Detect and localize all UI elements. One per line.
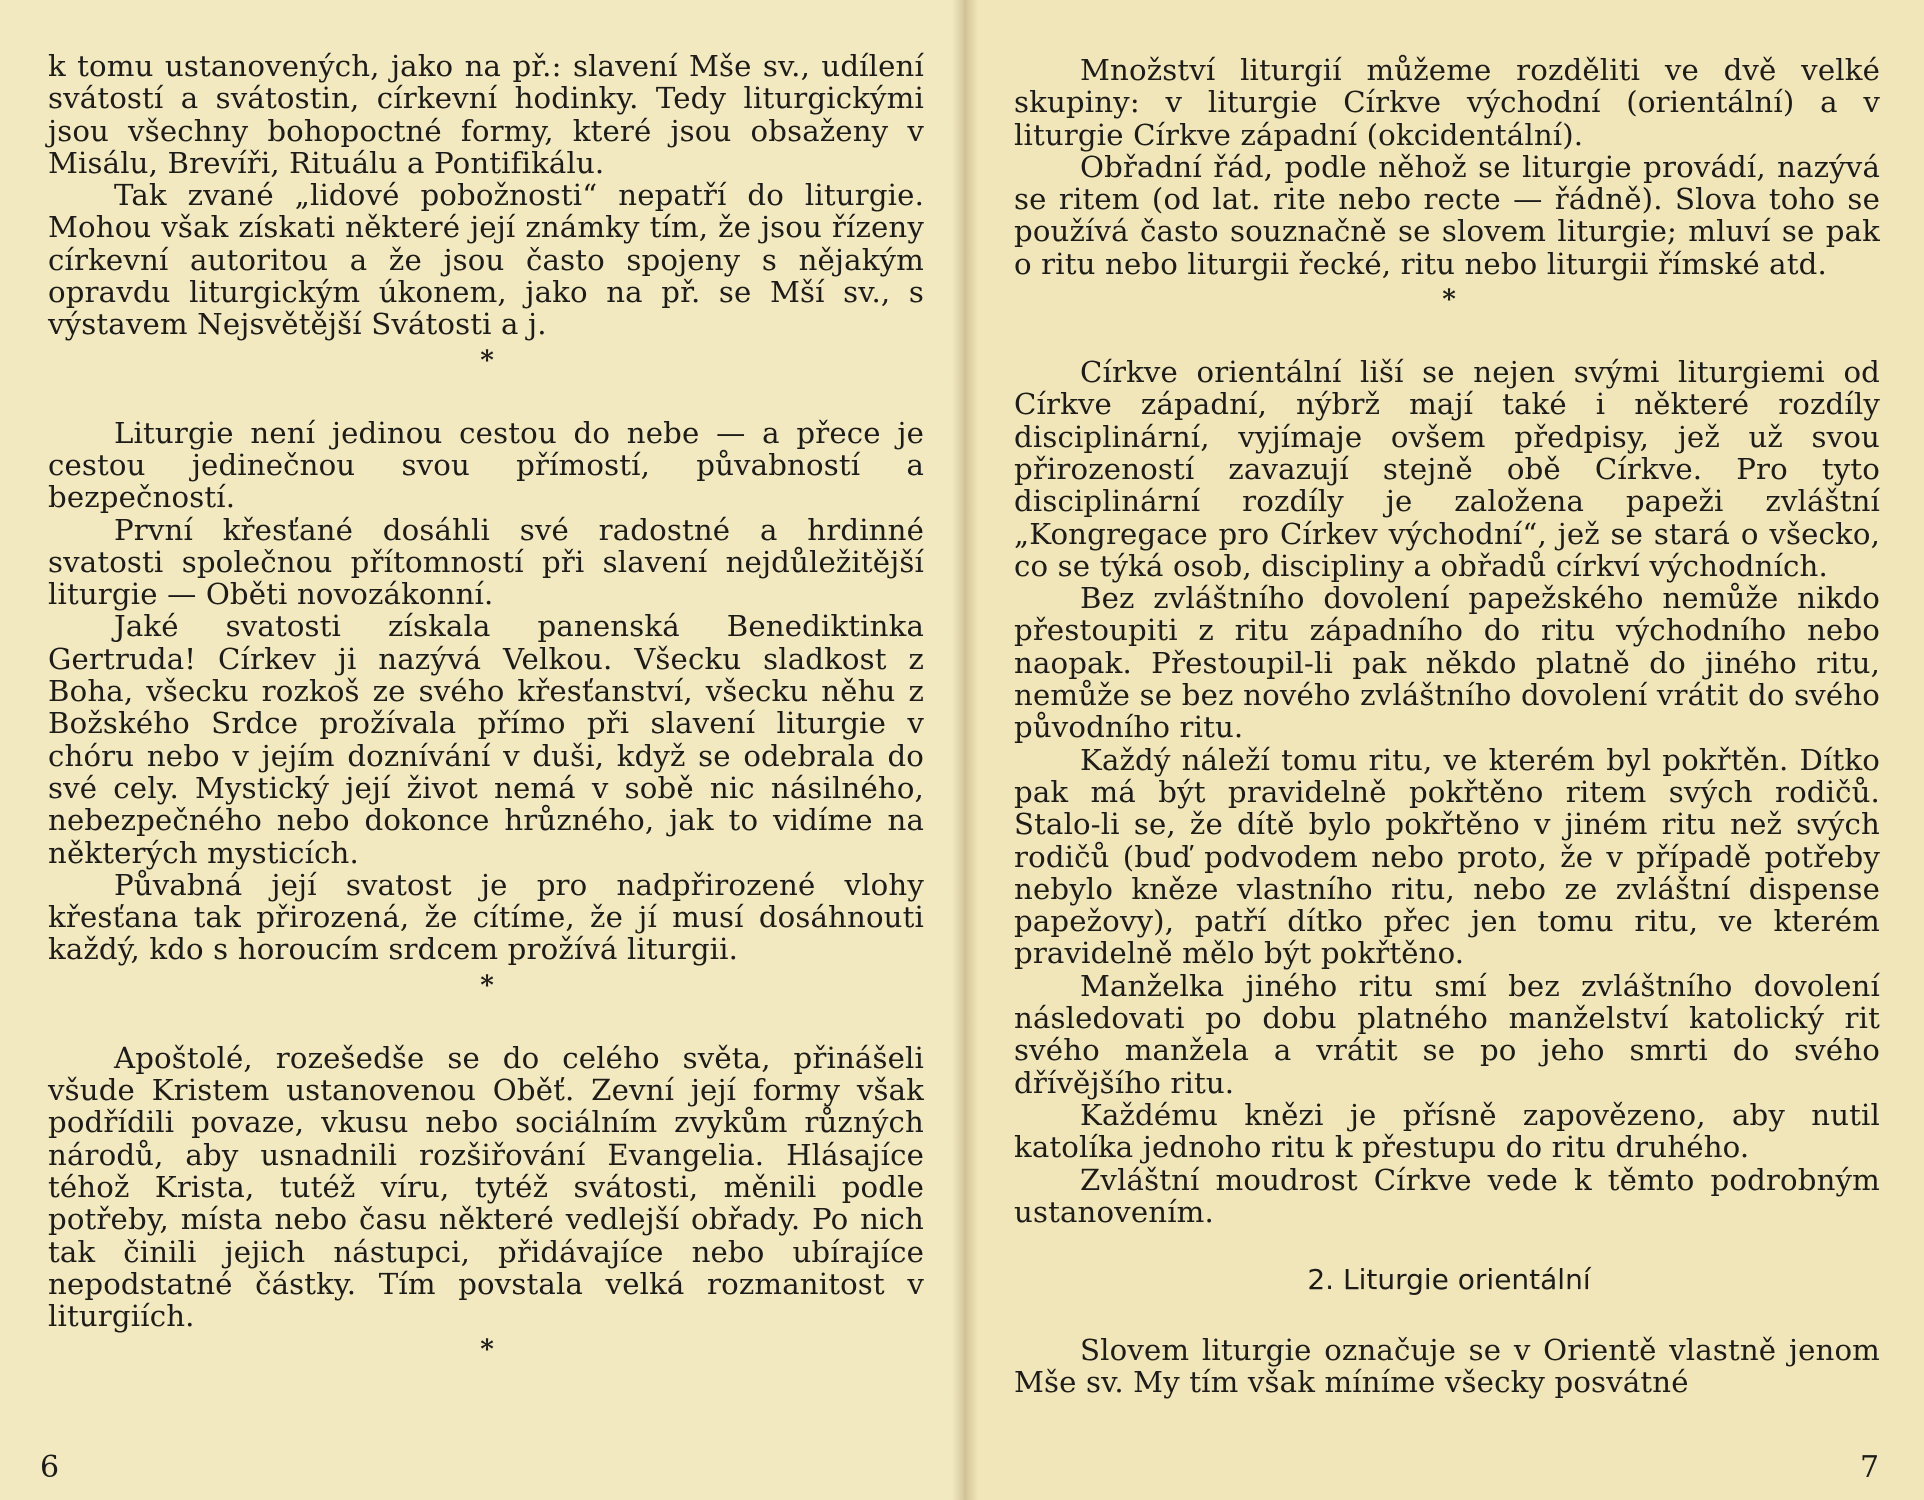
paragraph: Zvláštní moudrost Církve vede k těmto podrobným ustanovením. — [1014, 1162, 1880, 1229]
paragraph: Půvabná její svatost je pro nadpřirozené vlohy křesťana tak přirozená, že cítíme, že jí musí dosáhnouti každý, kdo s horoucím srdcem prožívá liturgii. — [48, 867, 924, 967]
paragraph: Bez zvláštního dovolení papežského nemůže nikdo přestoupiti z ritu západního do ritu východního nebo naopak. Přestoupil-li pak někdo platně do jiného ritu, nemůže se bez nového zvláštního dovolení vrátit do svého původního ritu. — [1014, 581, 1880, 745]
paragraph: k tomu ustanovených, jako na př.: slavení Mše sv., udílení svátostí a svátostin, církevní hodinky. Tedy liturgickými jsou všechny bohopoctné formy, které jsou obsaženy v Misálu, Brevíři, Rituálu a Pontifikálu. — [48, 49, 924, 180]
paragraph: Obřadní řád, podle něhož se liturgie provádí, nazývá se ritem (od lat. rite nebo recte — řádně). Slova toho se používá často souznačně se slovem liturgie; mluví se pak o ritu nebo liturgii řecké, ritu nebo liturgii římské atd. — [1014, 149, 1880, 281]
page-number: 7 — [1860, 1450, 1880, 1485]
paragraph: Církve orientální liší se nejen svými liturgiemi od Církve západní, nýbrž mají také i některé rozdíly disciplinární, vyjímaje ovšem předpisy, jež už svou přirozeností zavazují stejně obě Církve. Pro tyto disciplinární rozdíly je založena papeži zvláštní „Kongregace pro Církev východní“, jež se stará o všecko, co se týká osob, discipliny a obřadů církví východních. — [1014, 355, 1880, 583]
paragraph: Apoštolé, rozešedše se do celého světa, přinášeli všude Kristem ustanovenou Oběť. Zevní její formy však podřídili povaze, vkusu nebo sociálním zvykům různých národů, aby usnadnili rozšiřování Evangelia. Hlásajíce téhož Krista, tutéž víru, tytéž svátosti, měnili podle potřeby, místa nebo času některé vedlejší obřady. Po nich tak činili jejich nástupci, přidávajíce nebo ubírajíce nepodstatné částky. Tím povstala velká rozmanitost v liturgiích. — [48, 1040, 924, 1334]
section-separator: * — [480, 345, 494, 376]
paragraph: Jaké svatosti získala panenská Benediktinka Gertruda! Církev ji nazývá Velkou. Všecku sladkost z Boha, všecku rozkoš ze svého křesťanství, všecku něhu z Božského Srdce prožívala přímo při slavení liturgie v chóru nebo v jejím doznívání v duši, když se odebrala do své cely. Mystický její život nemá v sobě nic násilného, nebezpečného nebo dokonce hrůzného, jak to vidíme na některých mysticích. — [48, 609, 924, 870]
paragraph: Tak zvané „lidové pobožnosti“ nepatří do liturgie. Mohou však získati některé její známky tím, že jsou řízeny církevní autoritou a že jsou často spojeny s nějakým opravdu liturgickým úkonem, jako na př. se Mší sv., s výstavem Nejsvětější Svátosti a j. — [48, 178, 924, 342]
right-page — [964, 0, 1924, 1500]
section-separator: * — [480, 1335, 494, 1366]
paragraph: Slovem liturgie označuje se v Orientě vlastně jenom Mše sv. My tím však míníme všecky posvátné — [1014, 1333, 1880, 1400]
paragraph: Každému knězi je přísně zapovězeno, aby nutil katolíka jednoho ritu k přestupu do ritu druhého. — [1014, 1097, 1880, 1165]
paragraph: Množství liturgií můžeme rozděliti ve dvě velké skupiny: v liturgie Církve východní (orientální) a v liturgie Církve západní (okcidentální). — [1014, 53, 1880, 152]
paragraph: Liturgie není jedinou cestou do nebe — a přece je cestou jedinečnou svou přímostí, půvabností a bezpečností. — [48, 415, 924, 515]
page-number: 6 — [40, 1450, 60, 1485]
paragraph: První křesťané dosáhli své radostné a hrdinné svatosti společnou přítomností při slavení nejdůležitější liturgie — Oběti novozákonní. — [48, 512, 924, 612]
section-heading: 2. Liturgie orientální — [1307, 1263, 1591, 1297]
paragraph: Manželka jiného ritu smí bez zvláštního dovolení následovati po dobu platného manželství katolický rit svého manžela a vrátit se po jeho smrti do svého dřívějšího ritu. — [1014, 968, 1880, 1100]
book-gutter — [952, 0, 978, 1500]
section-separator: * — [1442, 285, 1456, 316]
section-separator: * — [480, 970, 494, 1001]
paragraph: Každý náleží tomu ritu, ve kterém byl pokřtěn. Dítko pak má být pravidelně pokřtěno ritem svých rodičů. Stalo-li se, že dítě bylo pokřtěno v jiném ritu než svých rodičů (buď podvodem nebo proto, že v případě potřeby nebylo kněze vlastního ritu, nebo ze zvláštní dispense papežovy), patří dítko přec jen tomu ritu, ve kterém pravidelně mělo být pokřtěno. — [1014, 742, 1880, 971]
